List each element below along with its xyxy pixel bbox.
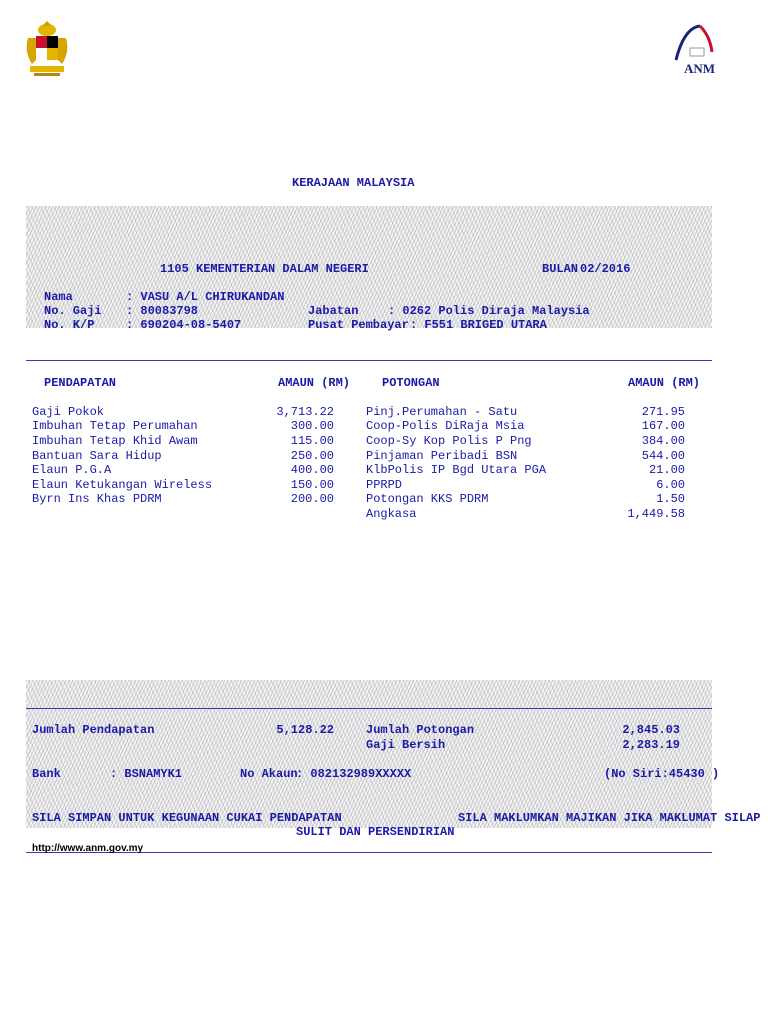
list-item-amount: 150.00 <box>290 478 334 492</box>
list-item: Pinjaman Peribadi BSN <box>366 449 518 463</box>
totals-band <box>26 680 712 828</box>
jabatan-value: : 0262 Polis Diraja Malaysia <box>388 304 590 318</box>
month-label: BULAN <box>542 262 579 276</box>
list-item-amount: 167.00 <box>641 419 685 433</box>
serial-number: (No Siri:45430 ) <box>604 767 720 781</box>
bank-value: : BSNAMYK1 <box>110 767 183 781</box>
list-item-amount: 200.00 <box>290 492 334 506</box>
month-value: 02/2016 <box>580 262 631 276</box>
footer-url: http://www.anm.gov.my <box>32 843 144 854</box>
document-title: KERAJAAN MALAYSIA <box>292 176 415 190</box>
list-item: Bantuan Sara Hidup <box>32 449 162 463</box>
pusat-value: : F551 BRIGED UTARA <box>410 318 547 332</box>
net-salary-label: Gaji Bersih <box>366 738 446 752</box>
confidential-note: SULIT DAN PERSENDIRIAN <box>296 825 455 839</box>
total-deductions-value: 2,845.03 <box>622 723 680 737</box>
list-item-amount: 384.00 <box>641 434 685 448</box>
list-item-amount: 21.00 <box>648 463 685 477</box>
list-item: Coop-Sy Kop Polis P Png <box>366 434 532 448</box>
account-value: : 082132989XXXXX <box>296 767 412 781</box>
malaysia-coat-of-arms-logo <box>22 20 72 80</box>
gaji-value: : 80083798 <box>126 304 199 318</box>
divider-totals <box>26 708 712 709</box>
list-item-amount: 3,713.22 <box>276 405 334 419</box>
jabatan-label: Jabatan <box>308 304 359 318</box>
list-item-amount: 1,449.58 <box>627 507 685 521</box>
list-item-amount: 271.95 <box>641 405 685 419</box>
anm-logo-text: ANM <box>684 61 716 76</box>
name-label: Nama <box>44 290 73 304</box>
pusat-label: Pusat Pembayar <box>308 318 409 332</box>
earnings-heading: PENDAPATAN <box>44 376 117 390</box>
list-item: Pinj.Perumahan - Satu <box>366 405 518 419</box>
kp-label: No. K/P <box>44 318 95 332</box>
list-item: Elaun P.G.A <box>32 463 112 477</box>
total-deductions-label: Jumlah Potongan <box>366 723 475 737</box>
list-item: PPRPD <box>366 478 403 492</box>
list-item: Angkasa <box>366 507 417 521</box>
list-item: Gaji Pokok <box>32 405 105 419</box>
list-item: Imbuhan Tetap Khid Awam <box>32 434 198 448</box>
total-earnings-label: Jumlah Pendapatan <box>32 723 155 737</box>
list-item: Elaun Ketukangan Wireless <box>32 478 213 492</box>
gaji-label: No. Gaji <box>44 304 102 318</box>
account-label: No Akaun <box>240 767 298 781</box>
kp-value: : 690204-08-5407 <box>126 318 242 332</box>
deductions-amount-heading: AMAUN (RM) <box>628 376 701 390</box>
list-item-amount: 544.00 <box>641 449 685 463</box>
net-salary-value: 2,283.19 <box>622 738 680 752</box>
list-item: Byrn Ins Khas PDRM <box>32 492 162 506</box>
list-item: KlbPolis IP Bgd Utara PGA <box>366 463 547 477</box>
employer-note: SILA MAKLUMKAN MAJIKAN JIKA MAKLUMAT SILAP <box>458 811 761 825</box>
list-item: Potongan KKS PDRM <box>366 492 489 506</box>
ministry-name: 1105 KEMENTERIAN DALAM NEGERI <box>160 262 369 276</box>
total-earnings-value: 5,128.22 <box>276 723 334 737</box>
list-item-amount: 300.00 <box>290 419 334 433</box>
earnings-amount-heading: AMAUN (RM) <box>278 376 351 390</box>
divider-top <box>26 360 712 361</box>
anm-logo <box>670 22 720 78</box>
list-item-amount: 1.50 <box>656 492 685 506</box>
list-item: Imbuhan Tetap Perumahan <box>32 419 198 433</box>
list-item-amount: 115.00 <box>290 434 334 448</box>
tax-note: SILA SIMPAN UNTUK KEGUNAAN CUKAI PENDAPATAN <box>32 811 342 825</box>
list-item: Coop-Polis DiRaja Msia <box>366 419 525 433</box>
list-item-amount: 6.00 <box>656 478 685 492</box>
list-item-amount: 400.00 <box>290 463 334 477</box>
list-item-amount: 250.00 <box>290 449 334 463</box>
name-value: : VASU A/L CHIRUKANDAN <box>126 290 285 304</box>
deductions-heading: POTONGAN <box>382 376 440 390</box>
bank-label: Bank <box>32 767 61 781</box>
